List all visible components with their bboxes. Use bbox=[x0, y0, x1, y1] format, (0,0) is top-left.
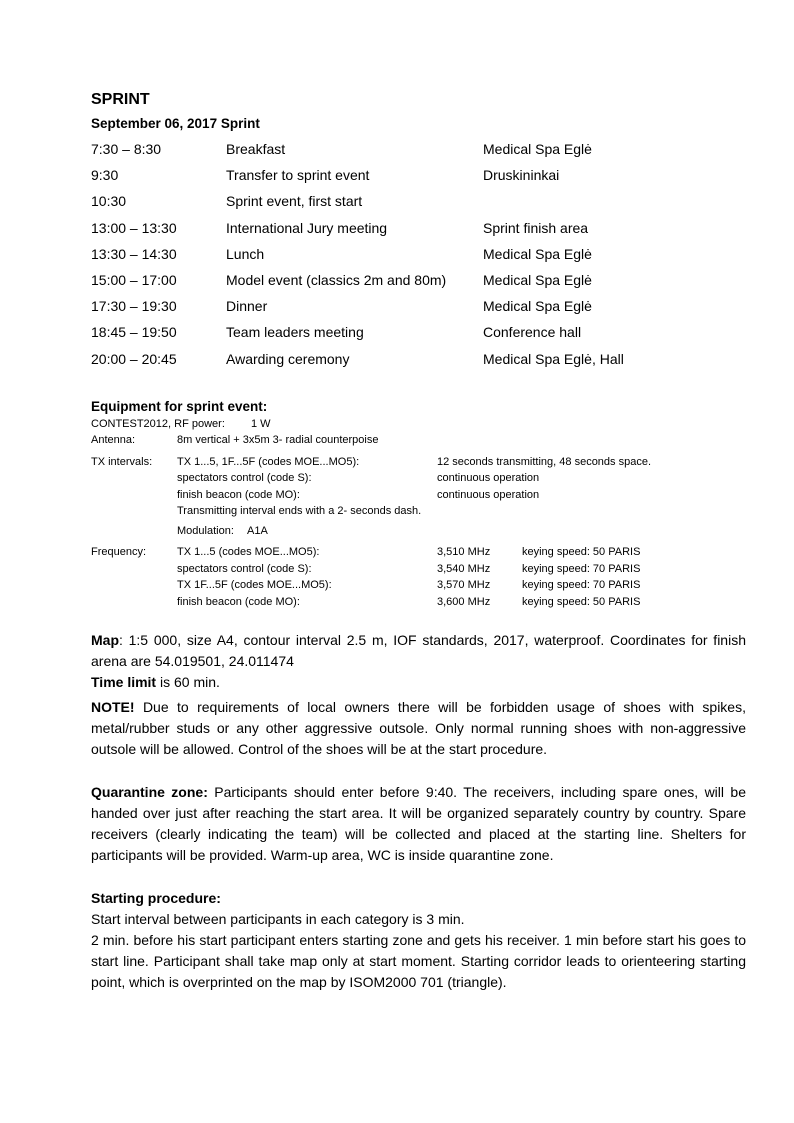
schedule-time: 7:30 – 8:30 bbox=[91, 141, 162, 158]
schedule-row bbox=[91, 346, 624, 372]
date-subtitle: September 06, 2017 Sprint bbox=[91, 116, 260, 131]
frequency-label: Frequency: bbox=[91, 546, 147, 559]
equipment-section bbox=[91, 416, 746, 611]
tx-interval-item: TX 1...5, 1F...5F (codes MOE...MO5): bbox=[177, 455, 360, 468]
tx-interval-value: continuous operation bbox=[437, 472, 540, 485]
note-text: Due to requirements of local owners there will be forbidden usage of shoes with spikes, metal/rubber studs or any other aggressive outsole. Only normal running shoes with non-aggressive outsole will be allowed. Control of the shoes will be at the start procedure. bbox=[91, 699, 746, 758]
schedule-time: 13:00 – 13:30 bbox=[91, 219, 177, 236]
starting-line-1: Start interval between participants in each category is 3 min. bbox=[91, 911, 465, 928]
time-limit-label: Time limit bbox=[91, 674, 157, 691]
schedule-event: Awarding ceremony bbox=[226, 350, 350, 367]
document-page bbox=[91, 90, 746, 993]
rf-power-label: CONTEST2012, RF power: bbox=[91, 417, 225, 430]
tx-intervals-label: TX intervals: bbox=[91, 455, 153, 468]
frequency-list bbox=[177, 544, 640, 610]
tx-interval-row bbox=[177, 470, 651, 487]
keying-speed: keying speed: 70 PARIS bbox=[522, 579, 641, 592]
schedule-event: International Jury meeting bbox=[226, 219, 388, 236]
starting-line-2: 2 min. before his start participant enters starting zone and gets his receiver. 1 min before start his goes to start line. Participant shall take map only at start moment. Starting corridor leads to orienteering starting point, which is overprinted on the map by ISOM2000 701 (triangle). bbox=[91, 932, 746, 991]
schedule-event: Sprint event, first start bbox=[226, 193, 363, 210]
antenna-value: 8m vertical + 3x5m 3- radial counterpoise bbox=[177, 434, 379, 447]
frequency-value: 3,600 MHz bbox=[437, 595, 491, 608]
schedule-row bbox=[91, 136, 624, 162]
schedule-place bbox=[483, 188, 624, 214]
schedule-place: Medical Spa Eglė bbox=[483, 141, 592, 158]
schedule-place: Medical Spa Eglė, Hall bbox=[483, 350, 624, 367]
quarantine-label: Quarantine zone: bbox=[91, 784, 208, 801]
tx-interval-row bbox=[177, 454, 651, 471]
schedule-time: 15:00 – 17:00 bbox=[91, 272, 177, 289]
schedule-place: Sprint finish area bbox=[483, 219, 589, 236]
schedule-event: Transfer to sprint event bbox=[226, 167, 370, 184]
frequency-block bbox=[91, 544, 746, 610]
schedule-place: Medical Spa Eglė bbox=[483, 245, 592, 262]
modulation-value: A1A bbox=[247, 524, 268, 537]
quarantine-paragraph bbox=[91, 782, 746, 866]
schedule-event: Model event (classics 2m and 80m) bbox=[226, 272, 447, 289]
starting-label: Starting procedure: bbox=[91, 890, 221, 907]
time-limit-text: is 60 min. bbox=[156, 674, 220, 691]
map-paragraph bbox=[91, 630, 746, 672]
schedule-row bbox=[91, 319, 624, 345]
schedule-event: Lunch bbox=[226, 245, 265, 262]
tx-interval-value: 12 seconds transmitting, 48 seconds space. bbox=[437, 455, 652, 468]
schedule-event: Breakfast bbox=[226, 141, 286, 158]
frequency-item: spectators control (code S): bbox=[177, 562, 312, 575]
schedule-time: 9:30 bbox=[91, 167, 119, 184]
tx-interval-value: continuous operation bbox=[437, 488, 540, 501]
schedule-table bbox=[91, 136, 624, 372]
frequency-row bbox=[177, 577, 640, 594]
frequency-value: 3,540 MHz bbox=[437, 562, 491, 575]
map-label: Map bbox=[91, 632, 119, 649]
schedule-row bbox=[91, 188, 624, 214]
schedule-time: 20:00 – 20:45 bbox=[91, 350, 177, 367]
schedule-row bbox=[91, 293, 624, 319]
antenna-label: Antenna: bbox=[91, 434, 136, 447]
schedule-place: Medical Spa Eglė bbox=[483, 272, 592, 289]
schedule-row bbox=[91, 162, 624, 188]
frequency-row bbox=[177, 561, 640, 578]
tx-intervals-list bbox=[177, 454, 651, 540]
keying-speed: keying speed: 50 PARIS bbox=[522, 595, 641, 608]
schedule-place: Druskininkai bbox=[483, 167, 560, 184]
schedule-time: 18:45 – 19:50 bbox=[91, 324, 177, 341]
modulation-label: Modulation: bbox=[177, 524, 234, 537]
schedule-place: Conference hall bbox=[483, 324, 582, 341]
rf-power-value: 1 W bbox=[251, 417, 271, 430]
schedule-row bbox=[91, 215, 624, 241]
quarantine-text: Participants should enter before 9:40. The receivers, including spare ones, will be handed over just after reaching the start area. It will be organized separately country by country. Spare receivers (clearly indicating the team) will be collected and placed at the starting line. Shelters for participants will be provided. Warm-up area, WC is inside quarantine zone. bbox=[91, 784, 746, 864]
modulation-row bbox=[177, 523, 651, 540]
frequency-item: TX 1...5 (codes MOE...MO5): bbox=[177, 546, 320, 559]
frequency-item: finish beacon (code MO): bbox=[177, 595, 300, 608]
schedule-row bbox=[91, 241, 624, 267]
schedule-row bbox=[91, 267, 624, 293]
page-title: SPRINT bbox=[91, 91, 150, 108]
schedule-time: 17:30 – 19:30 bbox=[91, 298, 177, 315]
starting-heading bbox=[91, 888, 746, 909]
note-label: NOTE! bbox=[91, 699, 135, 716]
tx-interval-item: spectators control (code S): bbox=[177, 472, 312, 485]
equipment-heading: Equipment for sprint event: bbox=[91, 398, 268, 414]
tx-interval-item: finish beacon (code MO): bbox=[177, 488, 300, 501]
schedule-event: Team leaders meeting bbox=[226, 324, 364, 341]
time-limit-paragraph bbox=[91, 672, 746, 693]
tx-intervals-block bbox=[91, 454, 746, 540]
antenna-row bbox=[91, 432, 746, 449]
keying-speed: keying speed: 70 PARIS bbox=[522, 562, 641, 575]
keying-speed: keying speed: 50 PARIS bbox=[522, 546, 641, 559]
frequency-value: 3,570 MHz bbox=[437, 579, 491, 592]
note-paragraph bbox=[91, 697, 746, 760]
frequency-item: TX 1F...5F (codes MOE...MO5): bbox=[177, 579, 332, 592]
rf-power-row bbox=[91, 416, 746, 433]
schedule-time: 10:30 bbox=[91, 193, 127, 210]
frequency-row bbox=[177, 544, 640, 561]
frequency-row bbox=[177, 594, 640, 611]
schedule-event: Dinner bbox=[226, 298, 268, 315]
frequency-value: 3,510 MHz bbox=[437, 546, 491, 559]
schedule-place: Medical Spa Eglė bbox=[483, 298, 592, 315]
tx-note: Transmitting interval ends with a 2- seconds dash. bbox=[177, 505, 422, 518]
schedule-time: 13:30 – 14:30 bbox=[91, 245, 177, 262]
map-text: : 1:5 000, size A4, contour interval 2.5 m, IOF standards, 2017, waterproof. Coordinates for finish arena are 54.019501, 24.011474 bbox=[91, 632, 746, 670]
tx-interval-row bbox=[177, 487, 651, 504]
